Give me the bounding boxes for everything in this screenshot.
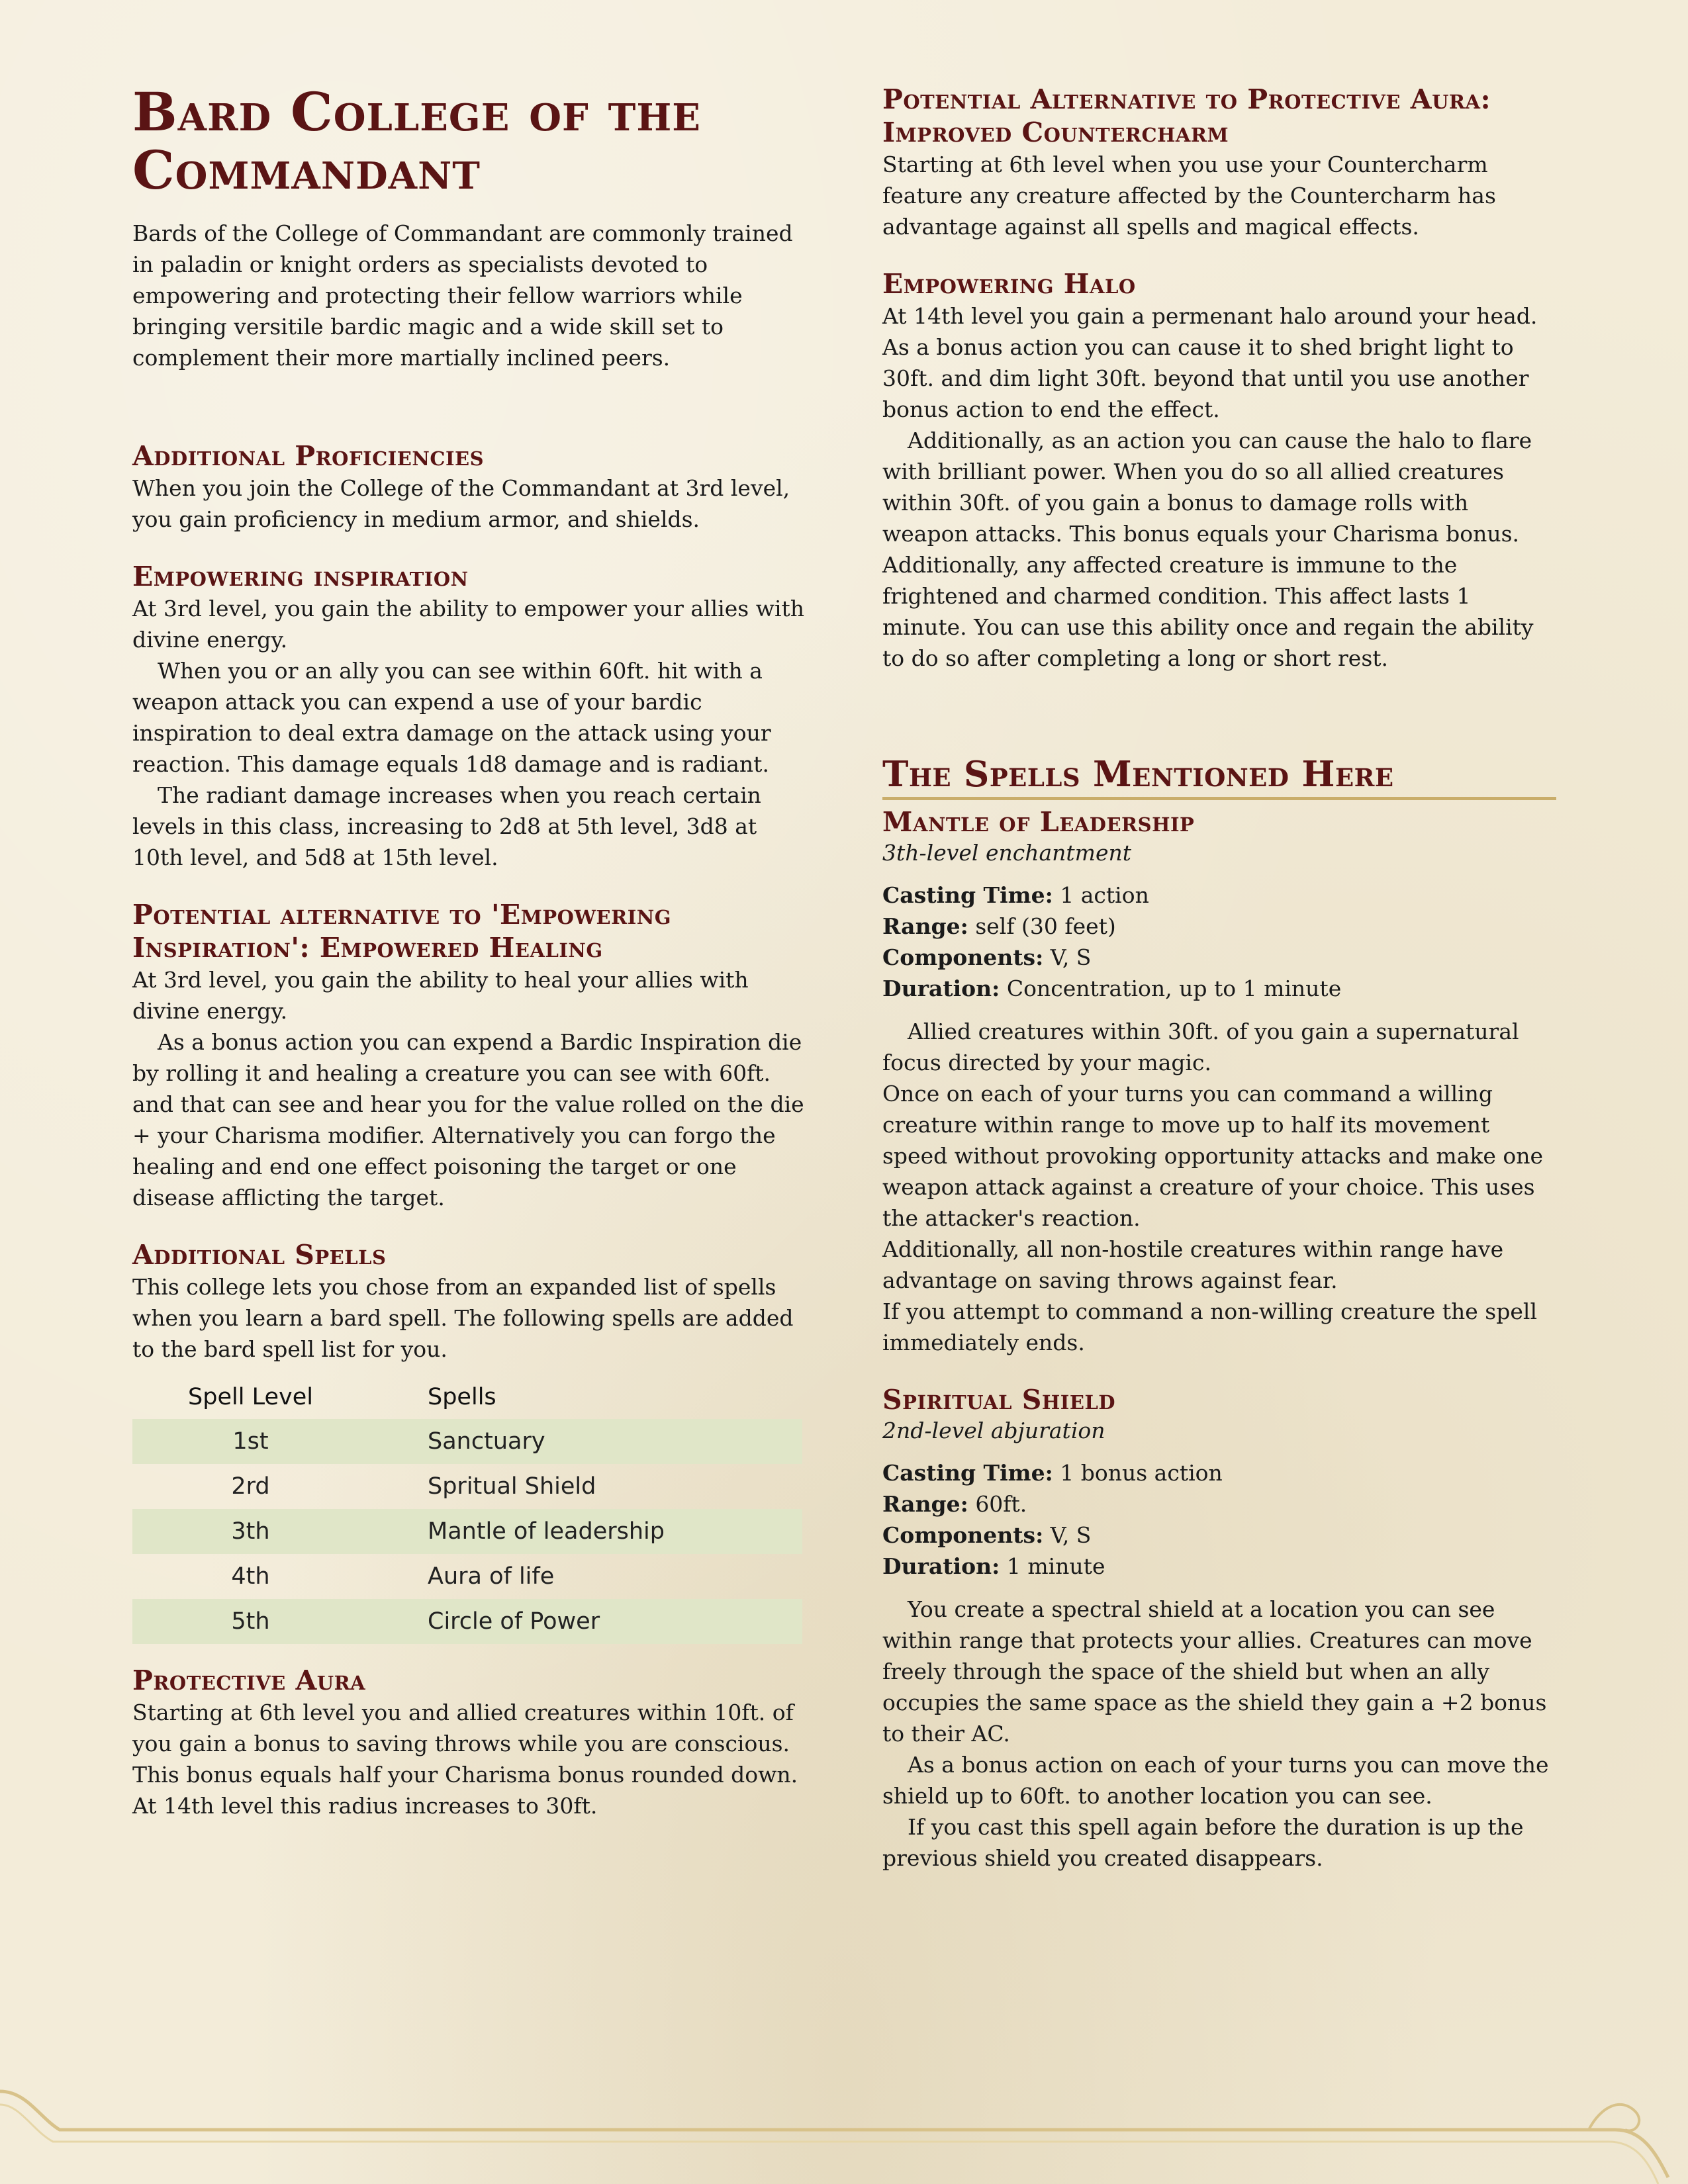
spell-school: 2nd-level abjuration: [882, 1418, 1105, 1443]
spell-name-mantle-of-leadership: Mantle of Leadership: [882, 806, 1195, 838]
spell-table-header: [132, 1375, 802, 1419]
stat-label: Range:: [882, 1491, 968, 1517]
stat-components: [882, 1520, 1556, 1551]
stat-value: self (30 feet): [975, 913, 1116, 939]
shield-p2: As a bonus action on each of your turns you can move the shield up to 60ft. to another location you can see.: [882, 1752, 1549, 1809]
spell-level: 2rd: [231, 1473, 270, 1500]
heading-protective-aura: Protective Aura: [132, 1664, 366, 1696]
col-header-spells: Spells: [428, 1384, 496, 1410]
empowering-inspiration-p3: The radiant damage increases when you reach certain levels in this class, increasing to 2d8 at 5th level, 3d8 at 10th level, and 5d8 at 15th level.: [132, 782, 761, 870]
stat-value: 1 bonus action: [1060, 1460, 1223, 1486]
stat-label: Components:: [882, 944, 1044, 970]
heading-empowering-halo: Empowering Halo: [882, 268, 1136, 300]
empowered-healing-p2: As a bonus action you can expend a Bardic Inspiration die by rolling it and healing a creature you can see with 60ft. and that can see and hear you for the value rolled on the die + your Charisma modifier. Alternatively you can forgo the healing and end one effect poisoning the target or one disease afflicting the target.: [132, 1029, 804, 1210]
spell-name: Spritual Shield: [428, 1473, 596, 1500]
stat-value: 60ft.: [975, 1491, 1027, 1517]
spell-name: Sanctuary: [428, 1419, 802, 1464]
spell-level: 1st: [132, 1419, 428, 1464]
footer-ornament: [0, 2078, 1688, 2184]
heading-improved-countercharm: Potential Alternative to Protective Aura: Improved Countercharm: [882, 83, 1491, 148]
stat-duration: [882, 973, 1556, 1004]
section-heading-spells: The Spells Mentioned Here: [882, 753, 1556, 800]
footer-border-line: [0, 2091, 1668, 2177]
col-header-level: Spell Level: [188, 1384, 313, 1410]
stat-label: Duration:: [882, 976, 1000, 1001]
protective-aura-text: Starting at 6th level you and allied creatures within 10ft. of you gain a bonus to saving throws while you are conscious. This bonus equals half your Charisma bonus rounded down. At 14th level this radius increases to 30ft.: [132, 1700, 798, 1819]
stat-label: Duration:: [882, 1553, 1000, 1579]
empowered-healing-p1: At 3rd level, you gain the ability to heal your allies with divine energy.: [132, 967, 749, 1024]
stat-value: 1 action: [1060, 882, 1149, 908]
spell-name: Mantle of leadership: [428, 1509, 802, 1554]
spell-name: Aura of life: [428, 1563, 555, 1590]
empowering-inspiration-p2: When you or an ally you can see within 60ft. hit with a weapon attack you can expend a use of your bardic inspiration to deal extra damage on the attack using your reaction. This damage equals 1d8 damage and is radiant.: [132, 658, 771, 777]
table-row: [132, 1554, 802, 1599]
shield-p3: If you cast this spell again before the duration is up the previous shield you created disappears.: [882, 1814, 1524, 1871]
stat-duration: [882, 1551, 1556, 1582]
footer-border-line-inner: [0, 2105, 1658, 2184]
stat-value: V, S: [1050, 944, 1092, 970]
stat-range: [882, 1488, 1556, 1520]
halo-p1: At 14th level you gain a permenant halo around your head. As a bonus action you can cause it to shed bright light to 30ft. and dim light 30ft. beyond that until you use another bonus action to end the effect.: [882, 303, 1538, 422]
mantle-p4: If you attempt to command a non-willing creature the spell immediately ends.: [882, 1298, 1538, 1355]
table-row: [132, 1599, 802, 1644]
stat-value: 1 minute: [1006, 1553, 1105, 1579]
proficiencies-text: When you join the College of the Commandant at 3rd level, you gain proficiency in medium armor, and shields.: [132, 475, 790, 532]
right-column: [882, 83, 1556, 1874]
empowering-inspiration-p1: At 3rd level, you gain the ability to empower your allies with divine energy.: [132, 596, 805, 653]
page-title: Bard College of the Commandant: [132, 81, 701, 201]
spell-level: 5th: [132, 1599, 428, 1644]
stat-label: Range:: [882, 913, 968, 939]
spell-level: 4th: [231, 1563, 270, 1590]
footer-corner-flourish: [1589, 2105, 1639, 2131]
heading-additional-proficiencies: Additional Proficiencies: [132, 440, 485, 472]
shield-p1: You create a spectral shield at a location you can see within range that protects your allies. Creatures can move freely through the space of the shield but when an ally occupies the same space as the shield they gain a +2 bonus to their AC.: [882, 1596, 1547, 1747]
spell-table: [132, 1375, 802, 1644]
heading-empowered-healing: Potential alternative to 'Empowering Inspiration': Empowered Healing: [132, 899, 672, 964]
stat-label: Casting Time:: [882, 882, 1053, 908]
additional-spells-text: This college lets you chose from an expanded list of spells when you learn a bard spell. The following spells are added to the bard spell list for you.: [132, 1274, 794, 1362]
intro-paragraph: Bards of the College of Commandant are commonly trained in paladin or knight orders as specialists devoted to empowering and protecting their fellow warriors while bringing versitile bardic magic and a wide skill set to complement their more martially inclined peers.: [132, 220, 793, 371]
mantle-p1: Allied creatures within 30ft. of you gain a supernatural focus directed by your magic.: [882, 1019, 1519, 1075]
halo-p2: Additionally, as an action you can cause the halo to flare with brilliant power. When you do so all allied creatures within 30ft. of you gain a bonus to damage rolls with weapon attacks. This bonus equals your Charisma bonus. Additionally, any affected creature is immune to the frightened and charmed condition. This affect lasts 1 minute. You can use this ability once and regain the ability to do so after completing a long or short rest.: [882, 428, 1534, 671]
mantle-p3: Additionally, all non-hostile creatures within range have advantage on saving throws against fear.: [882, 1236, 1504, 1293]
table-row: [132, 1419, 802, 1464]
stat-range: [882, 911, 1556, 942]
spell-name-spiritual-shield: Spiritual Shield: [882, 1384, 1116, 1416]
spell-school: 3th-level enchantment: [882, 840, 1132, 866]
table-row: [132, 1509, 802, 1554]
stat-label: Casting Time:: [882, 1460, 1053, 1486]
stat-casting-time: [882, 1457, 1556, 1488]
stat-components: [882, 942, 1556, 973]
countercharm-text: Starting at 6th level when you use your Countercharm feature any creature affected by the Countercharm has advantage against all spells and magical effects.: [882, 152, 1496, 240]
heading-empowering-inspiration: Empowering inspiration: [132, 561, 469, 592]
stat-value: V, S: [1050, 1522, 1092, 1548]
stat-value: Concentration, up to 1 minute: [1006, 976, 1342, 1001]
spell-name: Circle of Power: [428, 1599, 802, 1644]
stat-casting-time: [882, 880, 1556, 911]
left-column: [132, 83, 806, 1821]
mantle-p2: Once on each of your turns you can command a willing creature within range to move up to half its movement speed without provoking opportunity attacks and make one weapon attack against a creature of your choice. This uses the attacker's reaction.: [882, 1081, 1544, 1231]
table-row: [132, 1464, 802, 1509]
stat-label: Components:: [882, 1522, 1044, 1548]
heading-additional-spells: Additional Spells: [132, 1239, 387, 1271]
spell-level: 3th: [132, 1509, 428, 1554]
